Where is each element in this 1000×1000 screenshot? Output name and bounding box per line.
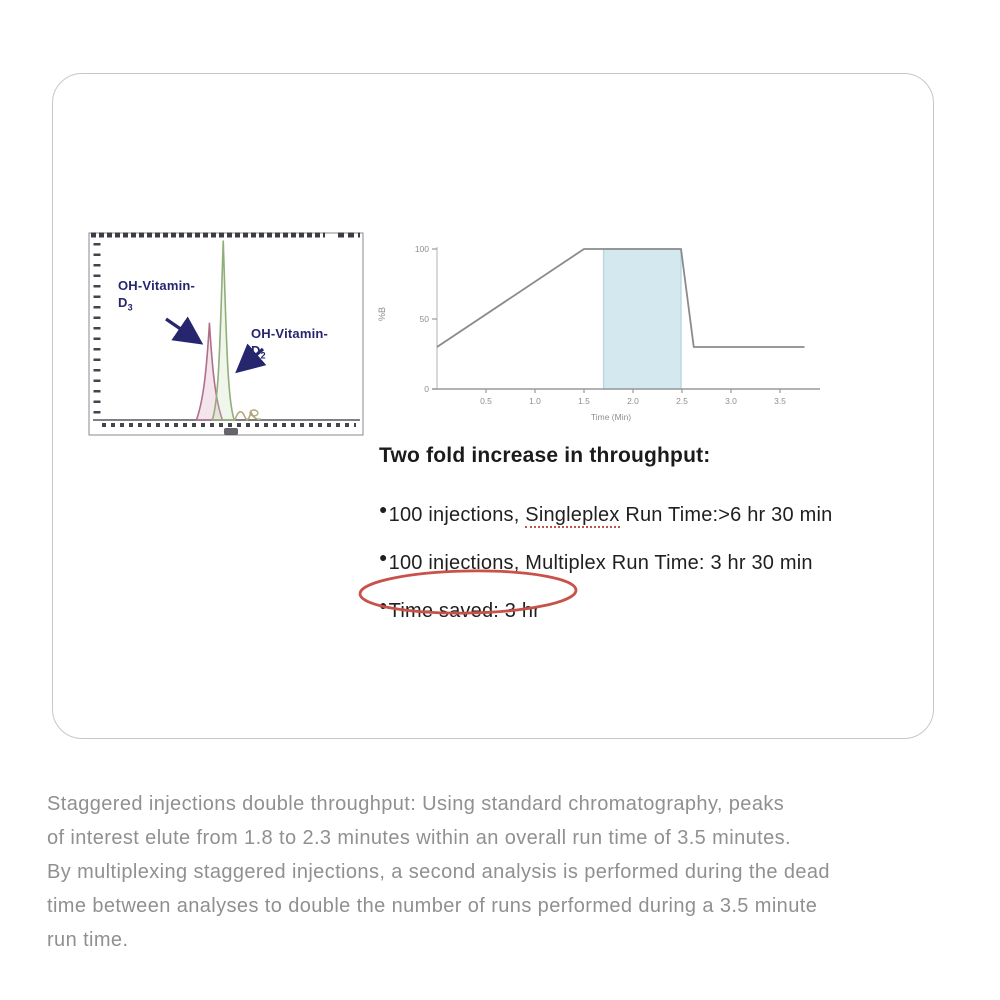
throughput-heading: Two fold increase in throughput: [379, 444, 711, 467]
throughput-block [379, 444, 924, 640]
svg-text:2.5: 2.5 [676, 396, 688, 406]
svg-text:50: 50 [419, 314, 429, 324]
svg-text:0.5: 0.5 [480, 396, 492, 406]
gradient-chart-plot [396, 237, 831, 432]
throughput-bullet-list [379, 496, 924, 625]
bullet-marker: ● [379, 501, 388, 517]
caption-line: of interest elute from 1.8 to 2.3 minutes within an overall run time of 3.5 minutes. [47, 827, 791, 849]
peak-label-vitamin-d2 [251, 325, 328, 365]
svg-text:100: 100 [414, 244, 429, 254]
bullet-text: 100 injections, Multiplex Run Time: 3 hr 30 min [388, 552, 813, 574]
underlined-term: Singleplex [525, 504, 620, 526]
svg-text:3.5: 3.5 [774, 396, 786, 406]
bullet-marker: ● [379, 549, 388, 565]
bullet-item [379, 544, 924, 577]
svg-text:1.5: 1.5 [578, 396, 590, 406]
peak-label-d2-base: D [251, 343, 261, 358]
svg-text:2.0: 2.0 [627, 396, 639, 406]
peak-label-d2-sub: 2 [260, 350, 266, 361]
figure-card [52, 73, 934, 739]
bullet-item-time-saved [379, 592, 924, 625]
chromatogram-panel [88, 227, 364, 441]
bullet-item [379, 496, 924, 529]
figure-caption [47, 787, 957, 957]
bullet-text-post: Run Time:>6 hr 30 min [619, 504, 833, 526]
peak-label-d3-sub: 3 [127, 302, 133, 313]
caption-line: Staggered injections double throughput: Using standard chromatography, peaks [47, 793, 785, 815]
caption-line: By multiplexing staggered injections, a second analysis is performed during the dead [47, 861, 830, 883]
caption-line: run time. [47, 929, 129, 951]
gradient-chart-panel [377, 237, 831, 432]
gradient-y-axis-label: %B [377, 306, 388, 322]
peak-label-vitamin-d3 [118, 277, 195, 317]
caption-line: time between analyses to double the number of runs performed during a 3.5 minute [47, 895, 818, 917]
bullet-text: 100 injections, [388, 504, 526, 526]
svg-text:1.0: 1.0 [529, 396, 541, 406]
svg-text:Time (Min): Time (Min) [590, 412, 632, 422]
svg-text:3.0: 3.0 [725, 396, 737, 406]
bullet-marker: ● [379, 597, 388, 613]
peak-label-d3-base: D [118, 295, 128, 310]
svg-text:0: 0 [424, 384, 429, 394]
bullet-text: Time saved: 3 hr [388, 600, 541, 622]
peak-label-d2-line1: OH-Vitamin- [251, 326, 329, 341]
peak-label-d3-line1: OH-Vitamin- [118, 278, 196, 293]
